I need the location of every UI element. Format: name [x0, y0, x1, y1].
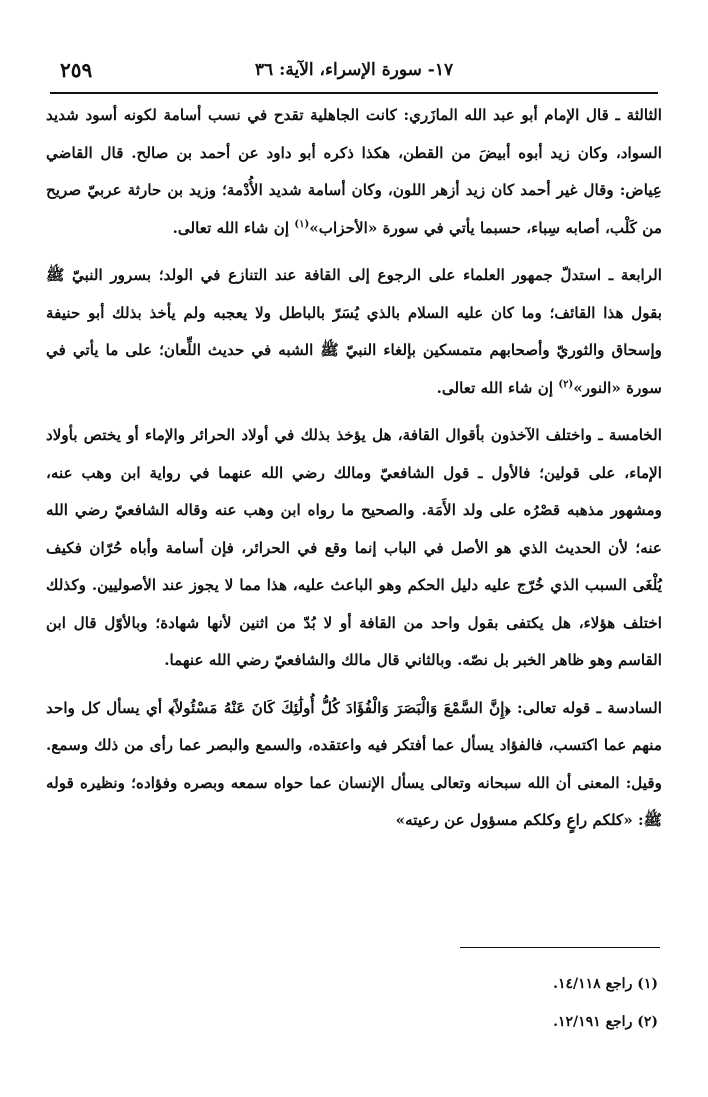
paragraph-text: السادسة ـ قوله تعالى: ﴿إِنَّ السَّمْعَ وَالْبَصَرَ وَالْفُؤَادَ كُلُّ أُولَٰئِكَ كَانَ عَنْهُ مَسْئُولاً﴾ أي يسأل كل واحد منهم عما اكتسب، فالفؤاد يسأل عما أفتكر فيه واعتقده، والسمع والبصر عما رأى من ذلك وسمع. وقيل: المعنى أن الله سبحانه وتعالى يسأل الإنسان عما حواه سمعه وبصره وفؤاده؛ ونظيره قوله ﷺ: «كلكم راعٍ وكلكم مسؤول عن رعيته» [46, 698, 662, 829]
footnotes [338, 965, 658, 1041]
paragraph-sixth [46, 690, 662, 840]
footnote-ref-1: (١) [294, 218, 310, 230]
paragraph-fourth [46, 257, 662, 407]
paragraph-tail: إن شاء الله تعالى. [436, 378, 559, 397]
paragraph-text: الخامسة ـ واختلف الآخذون بأقوال القافة، هل يؤخذ بذلك في أولاد الحرائر والإماء أو يختص بأولاد الإماء، على قولين؛ فالأول ـ قول الشافعيّ ومالك رضي الله عنهما في رواية ابن وهب عنه، ومشهور مذهبه قصْرُه على ولد الأَمَة. والصحيح ما رواه ابن وهب عنه وقاله الشافعيّ رضي الله عنه؛ لأن الحديث الذي هو الأصل في الباب إنما وقع في الحرائر، فإن أسامة وأباه حُرّان فكيف يُلْغَى السبب الذي خُرّج عليه دليل الحكم وهو الباعث عليه، هذا مما لا يجوز عند الأصوليين. وكذلك اختلف هؤلاء، هل يكتفى بقول واحد من القافة أو لا بُدّ من اثنين لأنها شهادة؛ وبالأوّل قال ابن القاسم وهو ظاهر الخبر بل نصّه. وبالثاني قال مالك والشافعيّ رضي الله عنهما. [46, 426, 662, 669]
footnote-1: (١) راجع ١٤/١١٨. [553, 976, 658, 992]
paragraph-text: الثالثة ـ قال الإمام أبو عبد الله المازَري: كانت الجاهلية تقدح في نسب أسامة لكونه أسود شديد السواد، وكان زيد أبوه أبيضَ من القطن، هكذا ذكره أبو داود عن أحمد بن صالح. قال القاضي عِياض: وقال غير أحمد كان زيد أزهر اللون، وكان أسامة شديد الأُدْمة؛ وزيد بن حارثة عربيّ صريح من كَلْب، أصابه سِباء، حسبما يأتي في سورة «الأحزاب» [46, 106, 662, 237]
paragraph-text: الرابعة ـ استدلّ جمهور العلماء على الرجوع إلى القافة عند التنازع في الولد؛ بسرور النبيّ ﷺ بقول هذا القائف؛ وما كان عليه السلام بالذي يُسَرّ بالباطل ولا يعجبه ولم يأخذ بذلك أبو حنيفة وإسحاق والثوريّ وأصحابهم متمسكين بإلغاء النبيّ ﷺ الشبه في حديث اللِّعان؛ على ما يأتي في سورة «النور» [46, 266, 662, 397]
paragraph-fifth [46, 417, 662, 680]
paragraph-third [46, 97, 662, 247]
paragraph-tail: إن شاء الله تعالى. [172, 218, 295, 237]
footnote-2: (٢) راجع ١٢/١٩١. [553, 1014, 658, 1030]
main-text [46, 97, 662, 850]
running-title: ١٧- سورة الإسراء، الآية: ٣٦ [254, 60, 454, 80]
footnote-ref-2: (٢) [558, 378, 574, 390]
footnote-separator [460, 947, 660, 948]
page-number: ٢٥٩ [60, 58, 93, 82]
page-header [50, 52, 658, 94]
